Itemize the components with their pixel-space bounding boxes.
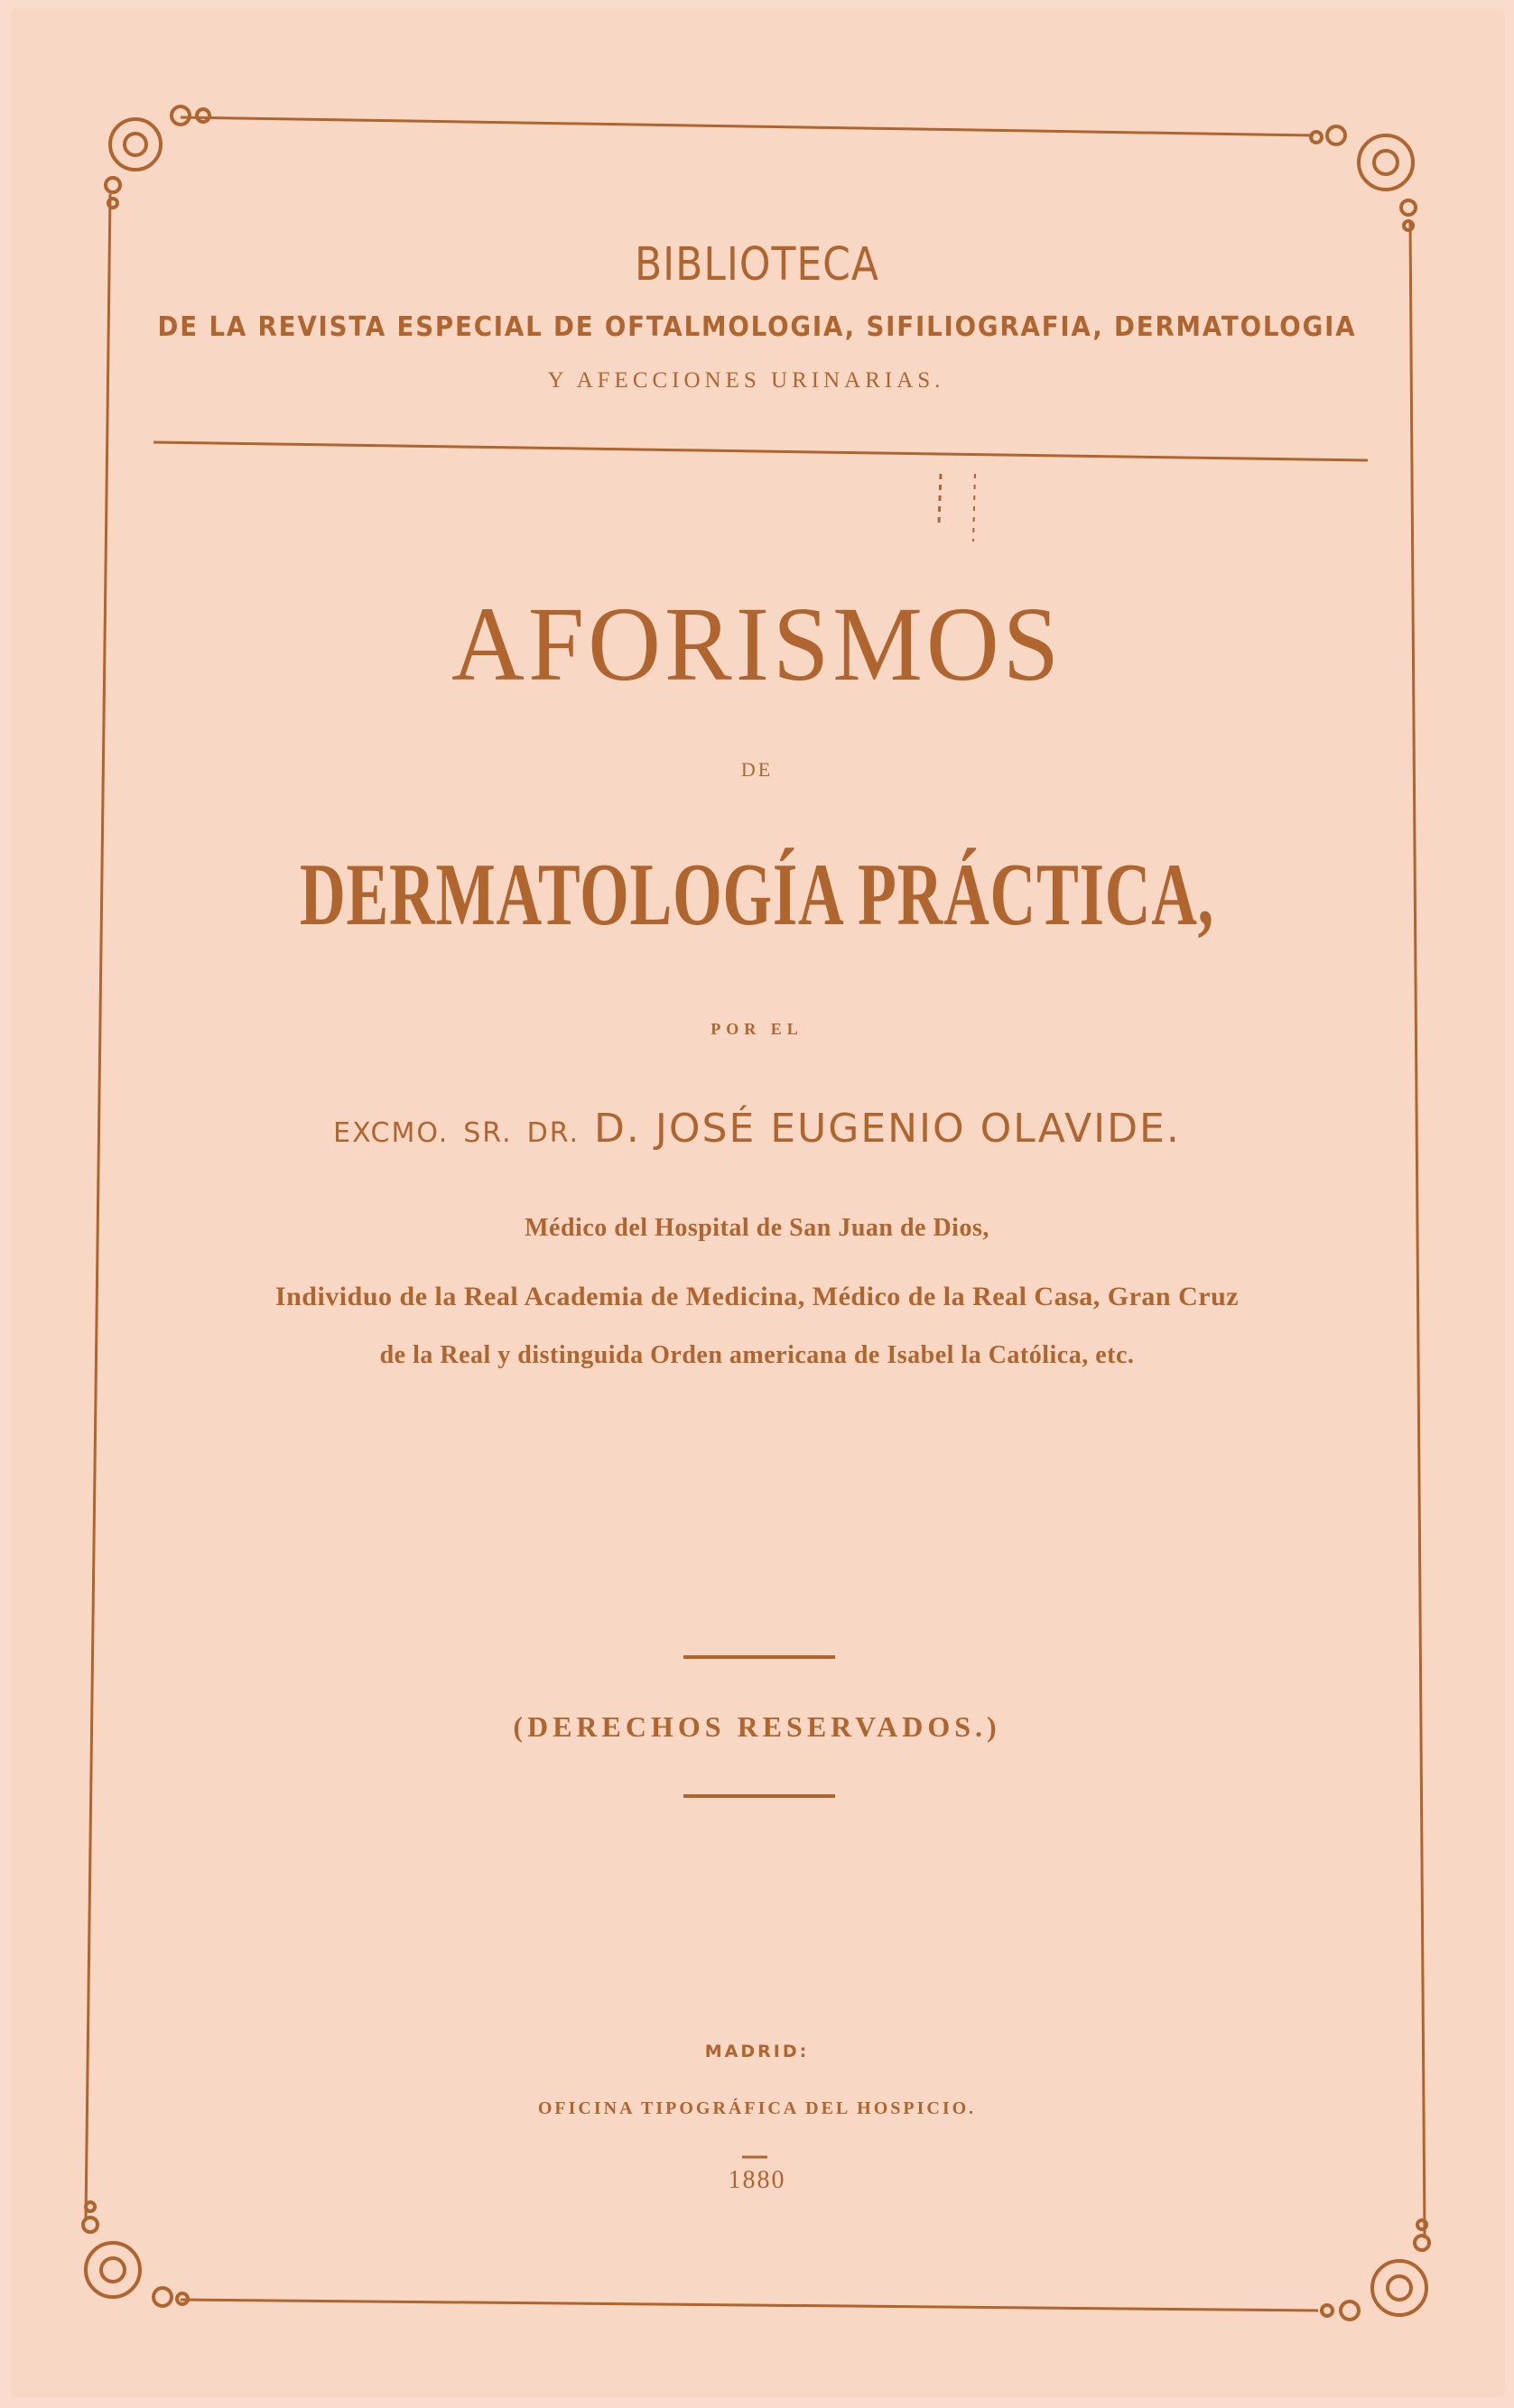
imprint-press: OFICINA TIPOGRÁFICA DEL HOSPICIO.: [537, 2098, 977, 2118]
border-bottom-line: [181, 2300, 1318, 2311]
honorific-sr: SR.: [463, 1117, 513, 1149]
author-intro: POR EL: [711, 1020, 803, 1038]
honorific-dr: DR.: [526, 1117, 581, 1149]
library-title: BIBLIOTECA: [635, 238, 879, 292]
corner-ornament-icon-top-left: [106, 107, 209, 208]
credentials-line3: de la Real y distinguida Orden americana de Isabel la Católica, etc.: [379, 1341, 1135, 1369]
title-connector: DE: [740, 758, 774, 781]
book-title: AFORISMOS: [450, 585, 1064, 704]
author-name: D. JOSÉ EUGENIO OLAVIDE.: [594, 1106, 1181, 1152]
library-subtitle-line2: Y AFECCIONES URINARIAS.: [547, 368, 945, 393]
library-separator: [153, 442, 1368, 460]
credentials-line2: Individuo de la Real Academia de Medicina, Médico de la Real Casa, Gran Cruz: [274, 1282, 1240, 1311]
corner-ornament-icon-top-right: [1311, 126, 1416, 230]
credentials-line1: Médico del Hospital de San Juan de Dios,: [525, 1214, 989, 1242]
honorific-excmo: EXCMO.: [333, 1117, 450, 1149]
imprint-city: MADRID:: [704, 2042, 810, 2061]
border-left-line: [86, 194, 110, 2220]
library-subtitle-line1: DE LA REVISTA ESPECIAL DE OFTALMOLOGIA, SIFILIOGRAFIA, DERMATOLOGIA: [157, 311, 1357, 343]
corner-ornament-icon-bottom-right: [1322, 2220, 1429, 2320]
corner-ornament-icon-bottom-left: [83, 2202, 188, 2306]
scratch-mark: [973, 474, 975, 542]
author-line: [0, 1106, 1514, 1152]
imprint-year: 1880: [728, 2166, 786, 2194]
border-top-line: [181, 117, 1314, 135]
rights-notice: (DERECHOS RESERVADOS.): [513, 1710, 1001, 1743]
scratch-mark: [939, 474, 941, 523]
book-subject: DERMATOLOGÍA PRÁCTICA,: [299, 846, 1215, 944]
